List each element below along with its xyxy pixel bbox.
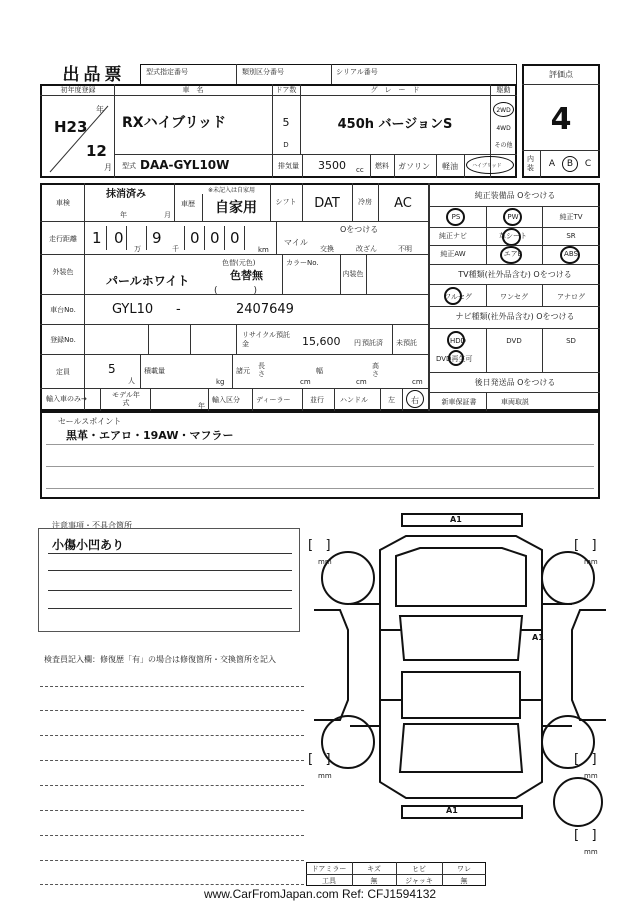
- color-no-label: カラーNo.: [286, 259, 319, 267]
- load-label: 積載量: [144, 367, 165, 375]
- drive-2wd: 2WD: [496, 106, 511, 114]
- interior-color-label: 内装色: [342, 270, 364, 278]
- legend-jack-value: 無: [460, 876, 468, 885]
- navi-sd: SD: [566, 337, 576, 345]
- displacement-value: 3500: [318, 159, 346, 172]
- mileage-opt-tamper: 改ざん: [356, 245, 377, 253]
- drive-label: 駆動: [496, 86, 511, 94]
- fuel-diesel: 軽油: [442, 162, 458, 171]
- equip-sr: SR: [566, 232, 576, 240]
- damage-mark-front: A1: [450, 515, 462, 524]
- header-fields: [140, 64, 517, 86]
- first-reg-label: 初年度登録: [60, 86, 96, 94]
- mileage-digit-2: 0: [114, 229, 124, 247]
- displacement-label: 排気量: [278, 162, 299, 170]
- mileage-digit-3: 9: [152, 229, 162, 247]
- car-name-label: 車 名: [182, 86, 204, 94]
- chassis-number: 2407649: [236, 302, 294, 317]
- mile-label: マイル: [284, 238, 308, 247]
- model-designation-label: 型式指定番号: [146, 68, 188, 76]
- month-unit: 月: [104, 163, 112, 172]
- mirror-bracket-right-lower: [ ]: [574, 828, 597, 843]
- width-unit: cm: [356, 378, 367, 386]
- mirror-bracket-left-bottom: [ ]: [308, 752, 331, 767]
- ac-label: 冷房: [358, 198, 372, 206]
- after-title: 後日発送品 Oをつける: [474, 377, 556, 387]
- import-dealer: ディーラー: [256, 396, 291, 404]
- fuel-gasoline: ガソリン: [398, 162, 430, 171]
- recycle-unit: 円: [354, 339, 361, 347]
- length-label: 長さ: [258, 362, 265, 378]
- mirror-bracket-left-top: [ ]: [308, 538, 331, 553]
- height-unit: cm: [412, 378, 423, 386]
- recycle-deposited: 預託済: [362, 339, 383, 347]
- usage-value: 自家用: [215, 200, 257, 216]
- car-diagram: [310, 510, 610, 850]
- interior-grade-circle: [562, 156, 578, 172]
- sales-point-text: 黒革・エアロ・19AW・マフラー: [66, 429, 234, 442]
- car-name: RXハイブリッド: [122, 115, 227, 131]
- tv-fullseg-circle: [444, 287, 462, 305]
- drive-4wd: 4WD: [496, 124, 511, 132]
- repaint-label: 色替(元色): [222, 259, 256, 267]
- mileage-sen: 千: [172, 245, 179, 253]
- repaint-paren: ( ): [214, 286, 258, 296]
- tv-oneseg: ワンセグ: [500, 293, 528, 301]
- import-label: 輸入車のみ→: [46, 395, 87, 403]
- mileage-man: 万: [134, 245, 141, 253]
- sales-point-label: セールスポイント: [58, 417, 122, 426]
- capacity-unit: 人: [128, 377, 135, 385]
- inspection-label: 車検: [56, 199, 70, 207]
- registration-label: 登録No.: [50, 336, 76, 344]
- mm-right-lower: mm: [584, 848, 598, 856]
- recycle-value: 15,600: [302, 335, 341, 348]
- tv-analog: アナログ: [557, 293, 585, 301]
- navi-hdd-circle: [447, 331, 465, 349]
- legend-mirror: ドアミラー: [311, 864, 347, 873]
- equip-airbag: エアB: [503, 250, 523, 258]
- inspection-value: 抹消済み: [106, 189, 146, 200]
- inspection-month-unit: 月: [164, 211, 171, 219]
- mileage-circle-note: Oをつける: [340, 225, 379, 234]
- mm-right-bottom: mm: [584, 772, 598, 780]
- load-unit: kg: [216, 378, 225, 386]
- damage-mark-rear: A1: [446, 806, 458, 815]
- mm-left-bottom: mm: [318, 772, 332, 780]
- inspector-label: 検査員記入欄：修復歴「有」の場合は修復箇所・交換箇所を記入: [44, 655, 276, 664]
- legend-tools: 工具: [322, 876, 336, 885]
- mileage-digit-6: 0: [230, 229, 240, 247]
- dims-label: 諸元: [236, 367, 250, 375]
- fuel-hybrid: ハイブリッド: [472, 163, 502, 169]
- notes-text: 小傷小凹あり: [52, 538, 125, 552]
- mileage-digit-1: 1: [92, 229, 102, 247]
- usage-label: 車歴: [181, 200, 195, 208]
- mirror-bracket-right-top: [ ]: [574, 538, 597, 553]
- legend-jack: ジャッキ: [405, 876, 433, 885]
- document-title: 出品票: [62, 64, 126, 85]
- equip-aw: 純正AW: [440, 250, 466, 258]
- inspection-year-unit: 年: [120, 211, 127, 219]
- chassis-label: 車台No.: [50, 306, 76, 314]
- model-year-unit: 年: [198, 402, 205, 410]
- chassis-prefix: GYL10: [112, 302, 154, 317]
- rating-value: 4: [550, 101, 572, 137]
- mileage-label: 走行距離: [49, 235, 77, 243]
- handle-right-circle: [406, 390, 424, 408]
- model-value: DAA-GYL10W: [140, 158, 230, 172]
- exterior-color-value: パールホワイト: [106, 274, 190, 288]
- fuel-hybrid-circle: [466, 156, 514, 174]
- equip-leather: 革シート: [499, 232, 527, 240]
- doors-unit: D: [283, 141, 289, 149]
- doors-label: ドア数: [275, 86, 297, 94]
- equipment-title: 純正装備品 Oをつける: [474, 190, 556, 200]
- height-label: 高さ: [372, 362, 379, 378]
- sales-point-box: [40, 411, 600, 499]
- navi-dvd: DVD: [506, 337, 522, 345]
- shift-value: DAT: [314, 195, 340, 211]
- mileage-digit-5: 0: [210, 229, 220, 247]
- model-label: 型式: [122, 162, 136, 170]
- interior-label: 内装: [527, 155, 534, 172]
- grade-value: 450h バージョンS: [337, 116, 453, 132]
- legend-tools-value: 無: [370, 876, 378, 885]
- shift-label: シフト: [275, 198, 297, 206]
- recycle-label: リサイクル預託金: [242, 331, 291, 348]
- equip-pw-circle: [503, 208, 522, 226]
- import-type-label: 輸入区分: [212, 396, 240, 404]
- footer-reference: www.CarFromJapan.com Ref: CFJ1594132: [203, 887, 437, 901]
- category-label: 類別区分番号: [242, 68, 284, 76]
- displacement-unit: cc: [356, 166, 364, 174]
- drive-2wd-circle: [493, 102, 514, 117]
- usage-note: ※未記入は自家用: [208, 187, 256, 194]
- mileage-opt-exchange: 交換: [320, 245, 334, 253]
- equip-ps: PS: [451, 213, 461, 221]
- model-year-label: モデル年式: [112, 391, 140, 407]
- navi-dvd-playback-circle: [448, 350, 464, 366]
- width-label: 幅: [316, 367, 323, 375]
- mm-left-top: mm: [318, 558, 332, 566]
- ac-value: AC: [394, 195, 412, 211]
- after-manual: 車両取説: [501, 398, 529, 406]
- navi-dvd-playback: DVD再生可: [436, 355, 473, 363]
- equip-abs: ABS: [564, 250, 578, 258]
- year-unit: 年: [96, 105, 104, 114]
- interior-grade-a: A: [548, 159, 556, 169]
- notes-label: 注意事項・不具合箇所: [52, 521, 132, 530]
- equip-tv: 純正TV: [559, 213, 583, 221]
- first-reg-month: 12: [86, 142, 107, 160]
- equip-pw: PW: [507, 213, 519, 221]
- import-parallel: 並行: [310, 396, 324, 404]
- equip-navi: 純正ナビ: [439, 232, 467, 240]
- length-unit: cm: [300, 378, 311, 386]
- recycle-not-deposited: 未預託: [396, 339, 417, 347]
- equip-abs-circle: [560, 246, 580, 264]
- navi-title: ナビ種類(社外品含む) Oをつける: [455, 311, 575, 321]
- first-reg-year: H23: [54, 118, 88, 136]
- legend-scratch: キズ: [367, 864, 381, 873]
- capacity-label: 定員: [56, 368, 70, 376]
- interior-grade-c: C: [584, 159, 592, 169]
- doors-value: 5: [282, 115, 290, 129]
- rating-label: 評価点: [549, 69, 573, 79]
- navi-hdd: HDD: [449, 337, 467, 345]
- drive-other: その他: [494, 141, 513, 149]
- equip-ps-circle: [446, 208, 465, 226]
- mileage-opt-unknown: 不明: [398, 245, 412, 253]
- handle-right: 右: [411, 396, 419, 405]
- mileage-digit-4: 0: [190, 229, 200, 247]
- damage-mark-right: A1: [532, 633, 544, 642]
- exterior-color-label: 外装色: [52, 268, 74, 276]
- fuel-label: 燃料: [375, 162, 389, 170]
- handle-left: 左: [388, 396, 395, 404]
- repaint-value: 色替無: [230, 269, 263, 282]
- equip-airbag-circle: [500, 246, 522, 264]
- serial-label: シリアル番号: [336, 68, 378, 76]
- mirror-bracket-right-bottom: [ ]: [574, 752, 597, 767]
- legend-crack: ヒビ: [412, 864, 426, 873]
- equip-leather-circle: [502, 228, 521, 246]
- tv-title: TV種類(社外品含む) Oをつける: [458, 269, 572, 279]
- interior-grade-b: B: [566, 159, 574, 169]
- tv-fullseg: フルセグ: [444, 293, 472, 301]
- handle-label: ハンドル: [340, 396, 368, 404]
- legend-break: ワレ: [457, 864, 471, 873]
- mileage-unit: km: [258, 246, 269, 254]
- grade-label: グ レ ー ド: [370, 86, 420, 94]
- after-warranty: 新車保証書: [441, 398, 477, 406]
- mm-right-top: mm: [584, 558, 598, 566]
- chassis-dash: -: [176, 302, 181, 317]
- capacity-value: 5: [108, 362, 116, 376]
